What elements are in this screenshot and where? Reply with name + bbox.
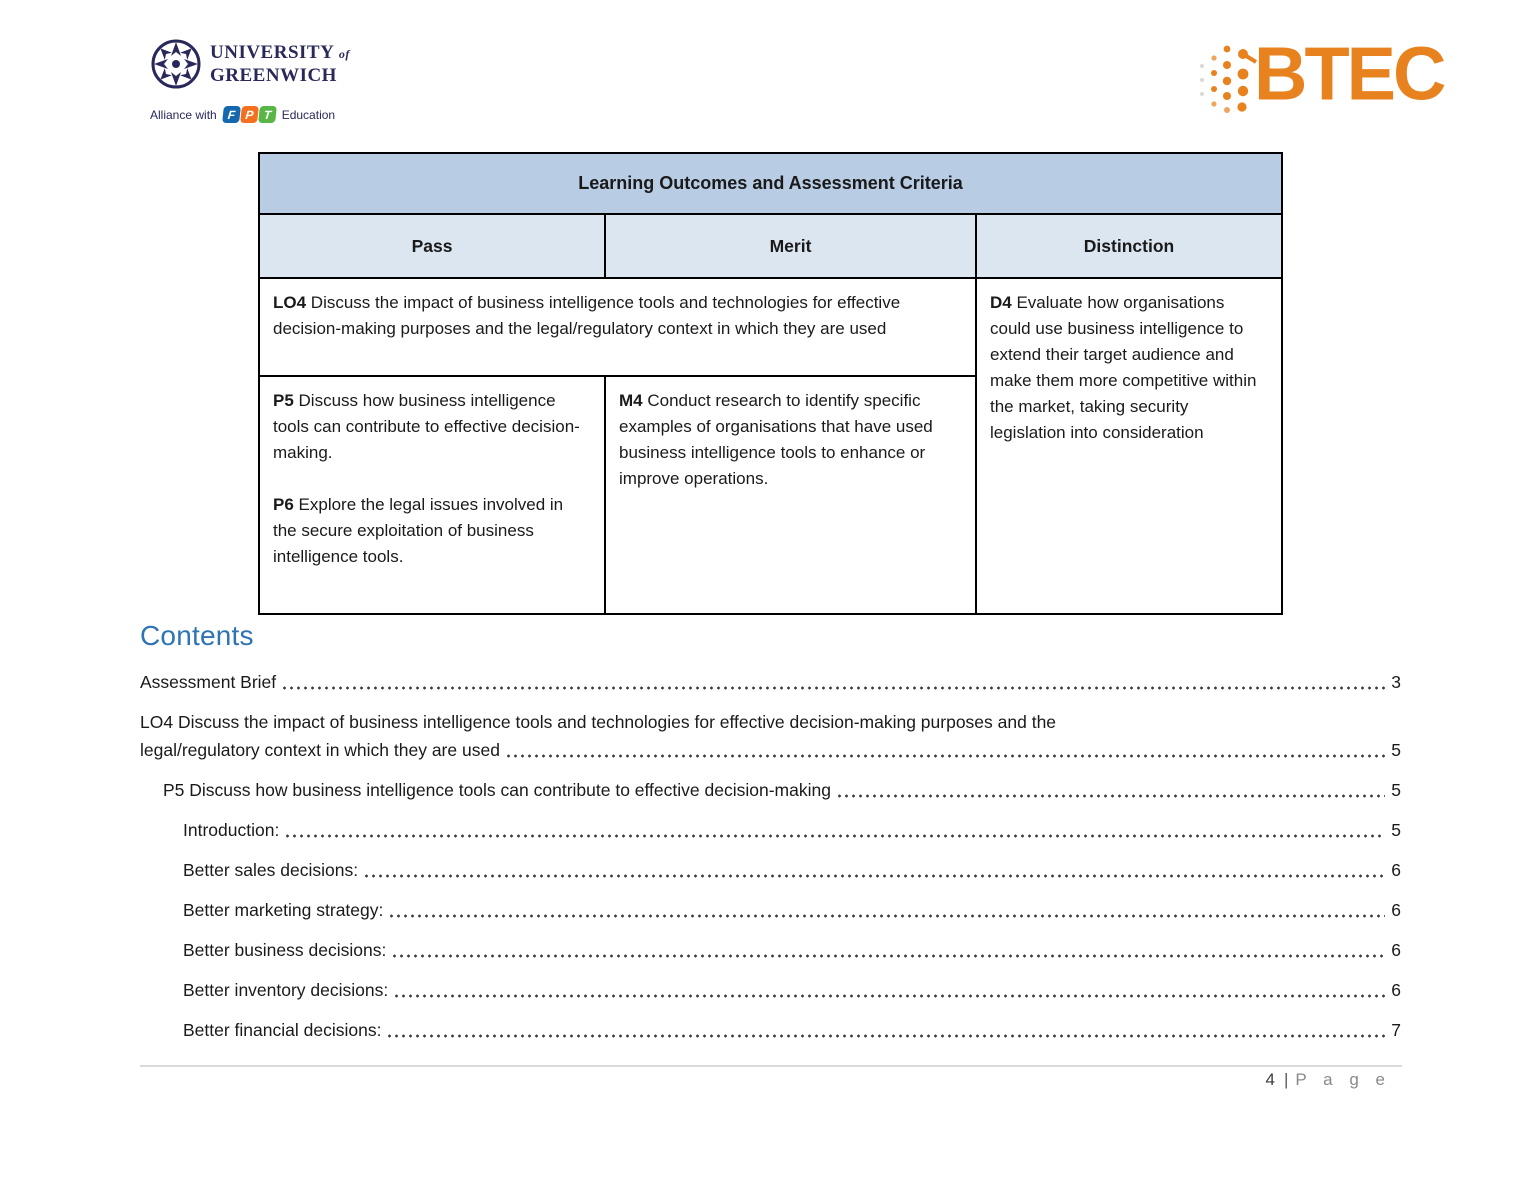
column-header-pass: Pass <box>259 214 605 278</box>
p5-code: P5 <box>273 391 294 410</box>
cell-m4 <box>605 376 976 614</box>
fpt-logo-icon <box>222 106 277 123</box>
footer-page-label: P a g e <box>1295 1070 1391 1089</box>
university-name <box>210 42 350 86</box>
p6-text: Explore the legal issues involved in the secure exploitation of business intelligence tools. <box>273 495 564 566</box>
toc-entry[interactable] <box>140 936 1401 964</box>
column-header-merit: Merit <box>605 214 976 278</box>
fpt-education-label: Education <box>281 107 336 122</box>
toc-entry-label[interactable]: Better inventory decisions: <box>183 980 389 1000</box>
toc-entry-label-line[interactable]: LO4 Discuss the impact of business intelligence tools and technologies for effective decision-making purposes and the <box>140 712 1057 732</box>
toc-dot-leader <box>505 736 1385 764</box>
footer-divider <box>140 1065 1402 1067</box>
toc-page-number: 6 <box>1391 980 1401 1000</box>
toc-entry-label[interactable]: Better business decisions: <box>183 940 387 960</box>
toc-page-number: 5 <box>1391 780 1401 800</box>
p5-text: Discuss how business intelligence tools can contribute to effective decision-making. <box>273 391 580 462</box>
footer-separator: | <box>1284 1070 1289 1089</box>
university-name-line1: UNIVERSITY <box>210 42 334 63</box>
toc-page-number: 5 <box>1391 820 1401 840</box>
fpt-letter-t: T <box>258 106 277 123</box>
toc-page-number: 6 <box>1391 940 1401 960</box>
toc-page-number: 6 <box>1391 860 1401 880</box>
table-title: Learning Outcomes and Assessment Criteria <box>259 153 1282 214</box>
learning-outcomes-table <box>258 152 1283 615</box>
m4-code: M4 <box>619 391 643 410</box>
toc-entry[interactable] <box>140 976 1401 1004</box>
contents-heading: Contents <box>140 620 254 651</box>
cell-p5-p6 <box>259 376 605 614</box>
toc-dot-leader <box>386 1016 1385 1044</box>
toc-entry-label[interactable]: legal/regulatory context in which they are used <box>140 740 500 760</box>
footer-page-number: 4 <box>1265 1070 1275 1089</box>
toc-page-number: 3 <box>1391 672 1401 692</box>
fpt-letter-f: F <box>222 106 241 123</box>
toc-entry-label[interactable]: Better sales decisions: <box>183 860 359 880</box>
toc-dot-leader <box>836 776 1385 804</box>
toc-entry[interactable] <box>140 668 1401 696</box>
toc-entry[interactable] <box>140 856 1401 884</box>
toc-dot-leader <box>388 896 1385 924</box>
university-of-greenwich-logo <box>150 38 350 123</box>
toc-entry-label[interactable]: Better marketing strategy: <box>183 900 384 920</box>
lo4-code: LO4 <box>273 293 307 312</box>
toc-dot-leader <box>363 856 1385 884</box>
toc-dot-leader <box>281 668 1385 696</box>
toc-page-number: 7 <box>1391 1020 1401 1040</box>
p6-code: P6 <box>273 495 294 514</box>
m4-text: Conduct research to identify specific examples of organisations that have used business intelligence tools to enhance or improve operations. <box>619 391 933 488</box>
toc-dot-leader <box>284 816 1385 844</box>
toc-entry[interactable] <box>140 776 1401 804</box>
toc-entry[interactable] <box>140 896 1401 924</box>
toc-entry-label[interactable]: Introduction: <box>183 820 280 840</box>
toc-page-number: 5 <box>1391 740 1401 760</box>
toc-entry[interactable] <box>140 708 1401 764</box>
btec-wordmark: BTEC <box>1254 31 1444 116</box>
fpt-alliance-line <box>150 106 350 123</box>
toc-entry-label[interactable]: Assessment Brief <box>140 672 277 692</box>
cell-d4 <box>976 278 1282 614</box>
cell-lo4 <box>259 278 976 376</box>
column-header-distinction: Distinction <box>976 214 1282 278</box>
d4-code: D4 <box>990 293 1012 312</box>
toc-list <box>140 668 1401 1044</box>
page-footer <box>140 1070 1391 1090</box>
toc-dot-leader <box>391 936 1385 964</box>
toc-page-number: 6 <box>1391 900 1401 920</box>
toc-entry-label[interactable]: Better financial decisions: <box>183 1020 382 1040</box>
d4-text: Evaluate how organisations could use business intelligence to extend their target audience and make them more competitive within the market, taking security legislation into consideration <box>990 293 1257 442</box>
greenwich-compass-emblem-icon <box>150 38 202 90</box>
university-name-line2: GREENWICH <box>210 65 337 86</box>
btec-logo <box>1196 31 1444 116</box>
toc-entry[interactable] <box>140 816 1401 844</box>
fpt-letter-p: P <box>240 106 259 123</box>
lo4-text: Discuss the impact of business intelligence tools and technologies for effective decision-making purposes and the legal/regulatory context in which they are used <box>273 293 901 338</box>
toc-dot-leader <box>393 976 1385 1004</box>
toc-entry[interactable] <box>140 1016 1401 1044</box>
alliance-with-label: Alliance with <box>150 107 217 122</box>
toc-entry-label[interactable]: P5 Discuss how business intelligence tools can contribute to effective decision-making <box>163 780 831 800</box>
university-name-of: of <box>338 47 350 61</box>
table-of-contents <box>140 620 1401 1056</box>
btec-dots-icon <box>1196 34 1258 114</box>
